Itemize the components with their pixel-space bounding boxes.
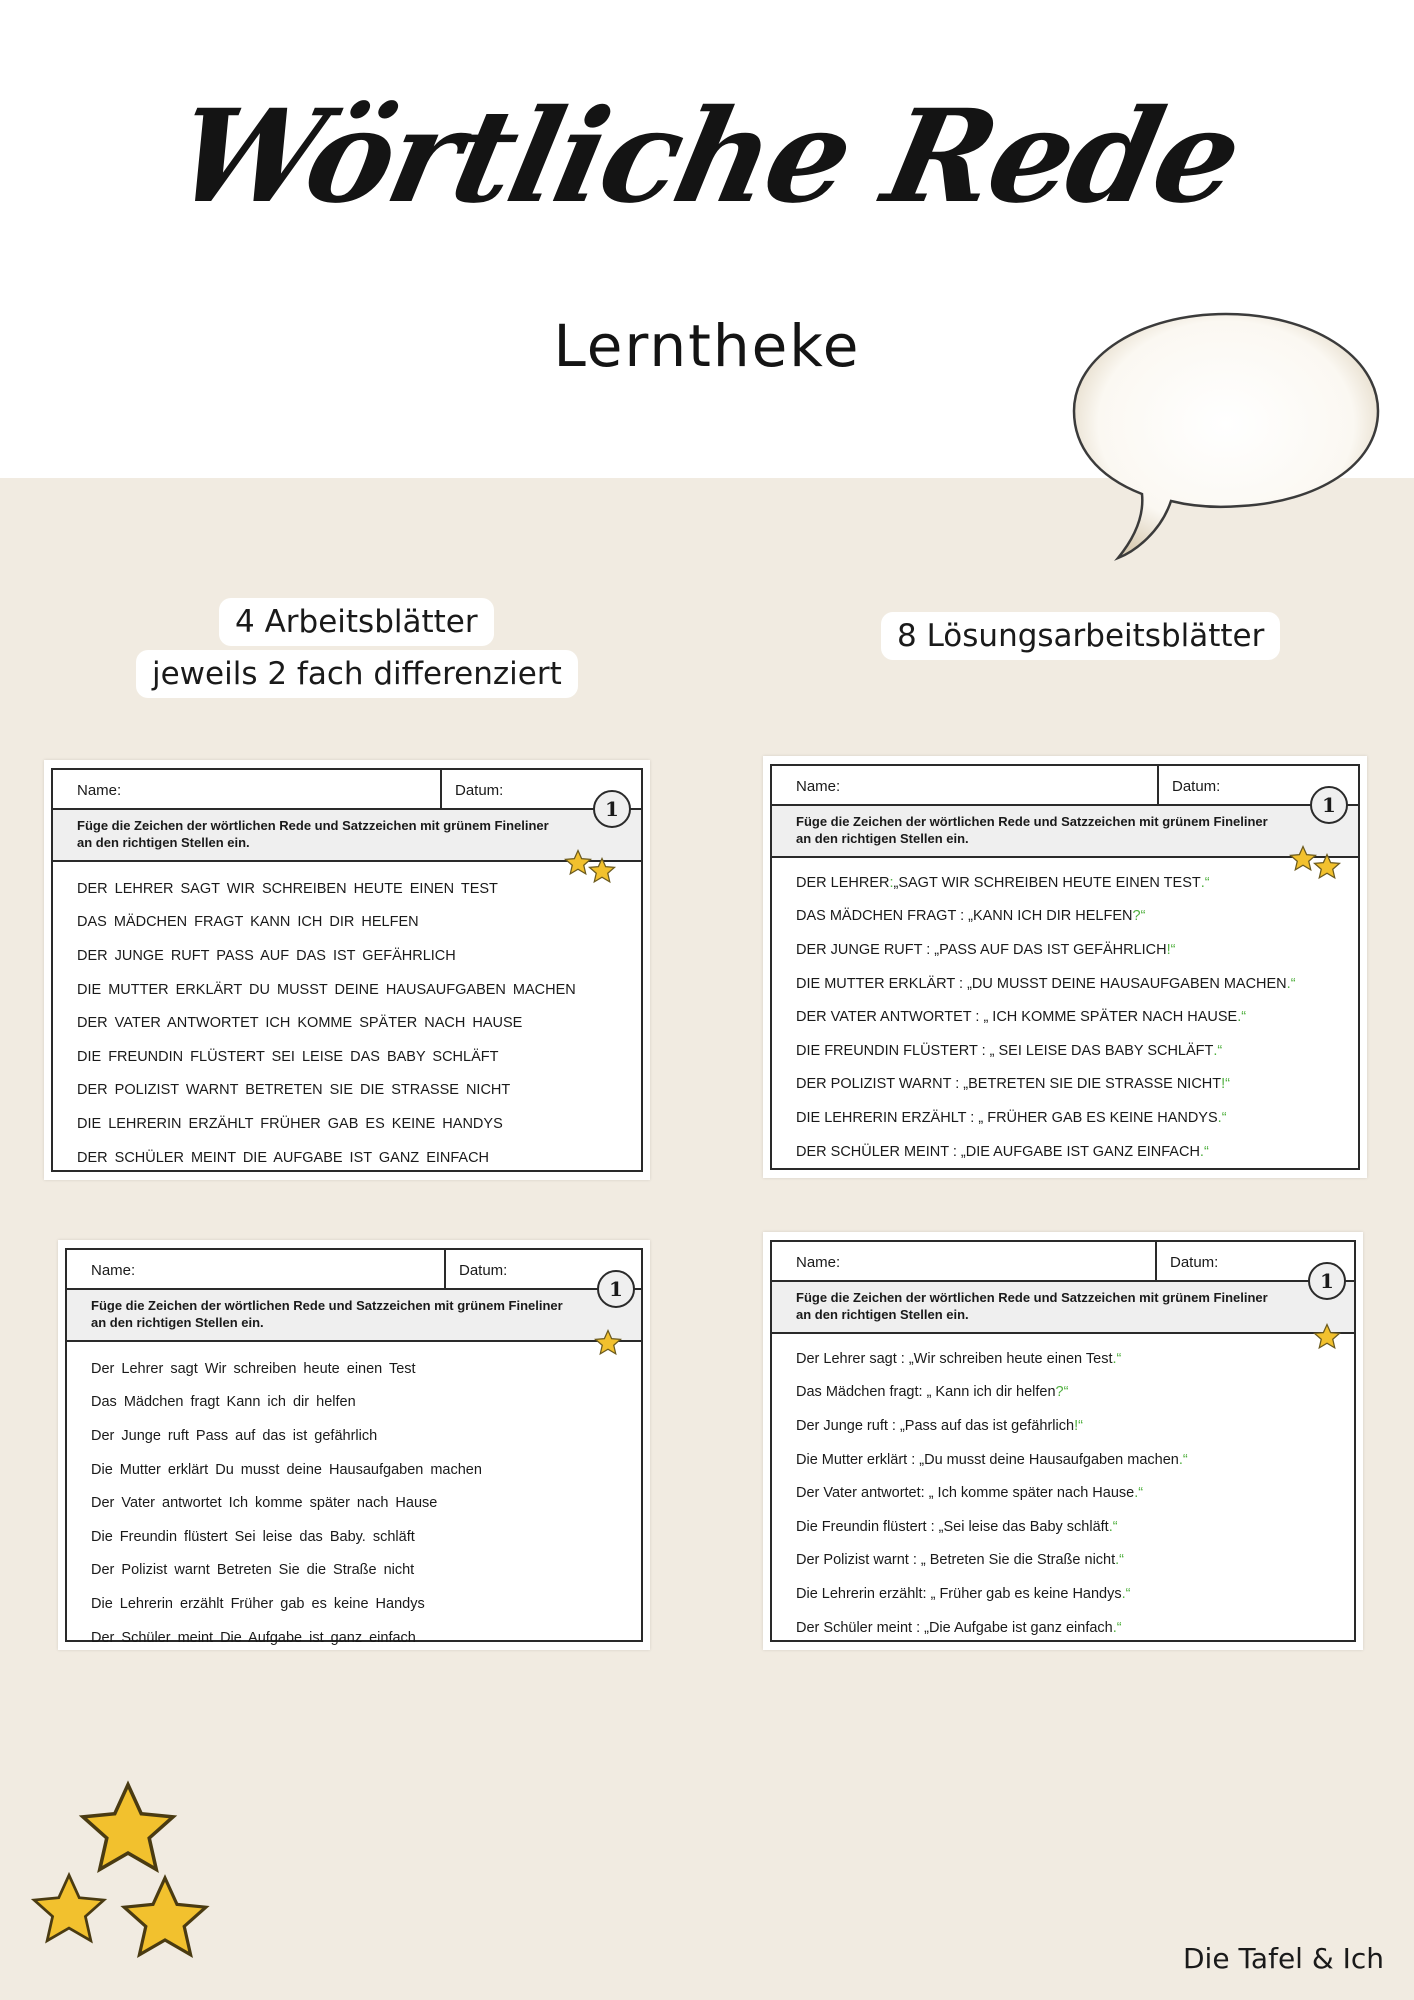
instruction-line-2: an den richtigen Stellen ein. — [91, 1315, 264, 1330]
solution-text: Die Mutter erklärt : „Du musst deine Hausaufgaben machen — [796, 1451, 1179, 1468]
star-icon — [26, 1870, 112, 1952]
green-mark: . — [1200, 874, 1205, 891]
worksheet-upper-task — [44, 760, 650, 1180]
sentence-row: DER SCHÜLER MEINT DIE AUFGABE IST GANZ EINFACH — [77, 1149, 490, 1166]
sentence-row: DER VATER ANTWORTET ICH KOMME SPÄTER NACH HAUSE — [77, 1015, 523, 1032]
green-mark: “ — [1138, 1485, 1144, 1502]
instruction-line-2: an den richtigen Stellen ein. — [796, 831, 969, 846]
solution-text: „SAGT WIR SCHREIBEN HEUTE EINEN TEST — [893, 874, 1201, 891]
sentence-row: DIE FREUNDIN FLÜSTERT SEI LEISE DAS BABY SCHLÄFT — [77, 1048, 499, 1065]
worksheet-lower-solution — [763, 1232, 1363, 1650]
sentence-row: DER LEHRER SAGT WIR SCHREIBEN HEUTE EINEN TEST — [77, 880, 498, 897]
header-divider — [1157, 766, 1159, 804]
solution-text: Der Lehrer sagt : „Wir schreiben heute einen Test — [796, 1350, 1113, 1367]
sheet-number-badge: 1 — [1308, 1262, 1346, 1300]
green-mark: “ — [1170, 941, 1176, 958]
solution-text: Die Freundin flüstert : „Sei leise das Baby schläft — [796, 1518, 1109, 1535]
solution-text: Das Mädchen fragt: „ Kann ich dir helfen — [796, 1384, 1056, 1401]
green-mark: ! — [1221, 1076, 1226, 1093]
green-mark: ! — [1074, 1417, 1079, 1434]
solution-text: DIE LEHRERIN ERZÄHLT : „ FRÜHER GAB ES KEINE HANDYS — [796, 1109, 1218, 1126]
solution-row — [796, 1101, 1348, 1135]
solution-row — [796, 900, 1348, 934]
green-mark: . — [1112, 1350, 1117, 1367]
solution-text: DAS MÄDCHEN FRAGT : „KANN ICH DIR HELFEN — [796, 908, 1133, 925]
instruction-line-1: Füge die Zeichen der wörtlichen Rede und Satzzeichen mit grünem Fineliner — [91, 1298, 563, 1313]
solution-row — [796, 1510, 1344, 1544]
instruction-line-1: Füge die Zeichen der wörtlichen Rede und Satzzeichen mit grünem Fineliner — [796, 1290, 1268, 1305]
instruction — [772, 806, 1358, 858]
green-mark: . — [1217, 1109, 1222, 1126]
instruction-line-1: Füge die Zeichen der wörtlichen Rede und Satzzeichen mit grünem Fineliner — [796, 814, 1268, 829]
worksheet-lower-task — [58, 1240, 650, 1650]
green-mark: “ — [1125, 1585, 1131, 1602]
solution-text: DER POLIZIST WARNT : „BETRETEN SIE DIE STRASSE NICHT — [796, 1076, 1222, 1093]
instruction — [772, 1282, 1354, 1334]
worksheet-header — [53, 770, 641, 810]
date-label: Datum: — [455, 782, 504, 799]
sentence-row: Der Junge ruft Pass auf das ist gefährlich — [91, 1427, 378, 1444]
green-mark: “ — [1217, 1042, 1223, 1059]
solution-row — [796, 866, 1348, 900]
solution-text: DIE MUTTER ERKLÄRT : „DU MUSST DEINE HAUSAUFGABEN MACHEN — [796, 975, 1287, 992]
sentence-list — [77, 872, 631, 1174]
sentence-row: Der Vater antwortet Ich komme später nach Hause — [91, 1495, 438, 1512]
header-divider — [440, 770, 442, 808]
green-mark: : — [889, 874, 894, 891]
solution-text: Der Schüler meint : „Die Aufgabe ist ganz einfach — [796, 1619, 1113, 1636]
solution-text: Die Lehrerin erzählt: „ Früher gab es keine Handys — [796, 1585, 1122, 1602]
sentence-row: Der Polizist warnt Betreten Sie die Straße nicht — [91, 1562, 415, 1579]
sentence-row: DAS MÄDCHEN FRAGT KANN ICH DIR HELFEN — [77, 914, 419, 931]
solution-text: Der Vater antwortet: „ Ich komme später nach Hause — [796, 1485, 1135, 1502]
sheet-number-badge: 1 — [597, 1270, 635, 1308]
star-icon — [116, 1872, 214, 1968]
green-mark: “ — [1203, 1143, 1209, 1160]
solution-text: DER LEHRER — [796, 874, 890, 891]
solution-row — [796, 1577, 1344, 1611]
sheet-number-badge: 1 — [1310, 786, 1348, 824]
solution-row — [796, 1476, 1344, 1510]
green-mark: “ — [1116, 1350, 1122, 1367]
speech-bubble-icon — [1066, 306, 1386, 576]
green-mark: . — [1286, 975, 1291, 992]
sentence-row: Die Lehrerin erzählt Früher gab es keine Handys — [91, 1595, 425, 1612]
differentiated-label — [136, 650, 578, 698]
solution-row — [796, 1034, 1348, 1068]
worksheet-frame — [51, 768, 643, 1172]
solutions-count-text: 8 Lösungsarbeitsblätter — [897, 618, 1265, 654]
green-mark: . — [1213, 1042, 1218, 1059]
worksheet-frame — [770, 1240, 1356, 1642]
name-label: Name: — [91, 1262, 136, 1279]
solution-list — [796, 866, 1348, 1168]
solution-row — [796, 1544, 1344, 1578]
green-mark: ! — [1166, 941, 1171, 958]
page-subtitle: Lerntheke — [553, 312, 861, 380]
header-divider — [1155, 1242, 1157, 1280]
solution-text: Der Polizist warnt : „ Betreten Sie die Straße nicht — [796, 1552, 1116, 1569]
green-mark: . — [1134, 1485, 1139, 1502]
worksheet-frame — [770, 764, 1360, 1170]
date-label: Datum: — [1170, 1254, 1219, 1271]
solution-text: DER VATER ANTWORTET : „ ICH KOMME SPÄTER NACH HAUSE — [796, 1009, 1238, 1026]
instruction-line-2: an den richtigen Stellen ein. — [77, 835, 250, 850]
green-mark: “ — [1112, 1518, 1118, 1535]
green-mark: “ — [1119, 1552, 1125, 1569]
brand-footer: Die Tafel & Ich — [1183, 1942, 1384, 1975]
green-mark: “ — [1116, 1619, 1122, 1636]
worksheet-upper-solution — [763, 756, 1367, 1178]
green-mark: . — [1115, 1552, 1120, 1569]
differentiated-text: jeweils 2 fach differenziert — [152, 656, 562, 692]
solution-row — [796, 1000, 1348, 1034]
green-mark: “ — [1078, 1417, 1083, 1434]
solution-text: DER JUNGE RUFT : „PASS AUF DAS IST GEFÄHRLICH — [796, 941, 1167, 958]
solution-text: DER SCHÜLER MEINT : „DIE AUFGABE IST GANZ EINFACH — [796, 1143, 1200, 1160]
green-mark: “ — [1241, 1009, 1247, 1026]
green-mark: . — [1178, 1451, 1183, 1468]
sentence-row: DER JUNGE RUFT PASS AUF DAS IST GEFÄHRLICH — [77, 947, 456, 964]
green-mark: ? — [1132, 908, 1141, 925]
worksheet-header — [772, 766, 1358, 806]
name-label: Name: — [796, 778, 841, 795]
green-mark: ? — [1055, 1384, 1064, 1401]
green-mark: . — [1237, 1009, 1242, 1026]
sentence-list — [91, 1352, 631, 1654]
instruction-line-1: Füge die Zeichen der wörtlichen Rede und Satzzeichen mit grünem Fineliner — [77, 818, 549, 833]
solution-row — [796, 1611, 1344, 1645]
green-mark: “ — [1182, 1451, 1188, 1468]
green-mark: “ — [1063, 1384, 1069, 1401]
green-mark: “ — [1225, 1076, 1230, 1093]
solution-row — [796, 1409, 1344, 1443]
green-mark: . — [1112, 1619, 1117, 1636]
name-label: Name: — [796, 1254, 841, 1271]
green-mark: “ — [1140, 908, 1146, 925]
green-mark: “ — [1290, 975, 1296, 992]
green-mark: . — [1108, 1518, 1113, 1535]
instruction — [67, 1290, 641, 1342]
solution-row — [796, 967, 1348, 1001]
green-mark: . — [1199, 1143, 1204, 1160]
solution-row — [796, 1443, 1344, 1477]
sentence-row: Das Mädchen fragt Kann ich dir helfen — [91, 1394, 356, 1411]
green-mark: “ — [1204, 874, 1210, 891]
header-divider — [444, 1250, 446, 1288]
date-label: Datum: — [1172, 778, 1221, 795]
worksheets-count-text: 4 Arbeitsblätter — [235, 604, 478, 640]
green-mark: “ — [1221, 1109, 1227, 1126]
sentence-row: Die Freundin flüstert Sei leise das Baby. schläft — [91, 1528, 415, 1545]
worksheet-header — [772, 1242, 1354, 1282]
instruction-line-2: an den richtigen Stellen ein. — [796, 1307, 969, 1322]
date-label: Datum: — [459, 1262, 508, 1279]
worksheet-frame — [65, 1248, 643, 1646]
sentence-row: Der Schüler meint Die Aufgabe ist ganz einfach — [91, 1629, 416, 1646]
instruction — [53, 810, 641, 862]
solution-row — [796, 1068, 1348, 1102]
solution-row — [796, 1135, 1348, 1169]
solution-text: Der Junge ruft : „Pass auf das ist gefährlich — [796, 1417, 1075, 1434]
name-label: Name: — [77, 782, 122, 799]
sentence-row: DER POLIZIST WARNT BETRETEN SIE DIE STRASSE NICHT — [77, 1082, 511, 1099]
green-mark: . — [1121, 1585, 1126, 1602]
sheet-number-badge: 1 — [593, 790, 631, 828]
solution-row — [796, 933, 1348, 967]
worksheets-label — [219, 598, 494, 646]
sentence-row: Die Mutter erklärt Du musst deine Hausaufgaben machen — [91, 1461, 482, 1478]
solution-row — [796, 1376, 1344, 1410]
solution-text: DIE FREUNDIN FLÜSTERT : „ SEI LEISE DAS BABY SCHLÄFT — [796, 1042, 1214, 1059]
sentence-row: Der Lehrer sagt Wir schreiben heute einen Test — [91, 1360, 416, 1377]
sentence-row: DIE MUTTER ERKLÄRT DU MUSST DEINE HAUSAUFGABEN MACHEN — [77, 981, 576, 998]
solution-row — [796, 1342, 1344, 1376]
sentence-row: DIE LEHRERIN ERZÄHLT FRÜHER GAB ES KEINE HANDYS — [77, 1115, 503, 1132]
star-icon — [72, 1778, 184, 1884]
solution-list — [796, 1342, 1344, 1644]
worksheet-header — [67, 1250, 641, 1290]
page-title: Wörtliche Rede — [162, 82, 1252, 232]
solutions-label — [881, 612, 1280, 660]
